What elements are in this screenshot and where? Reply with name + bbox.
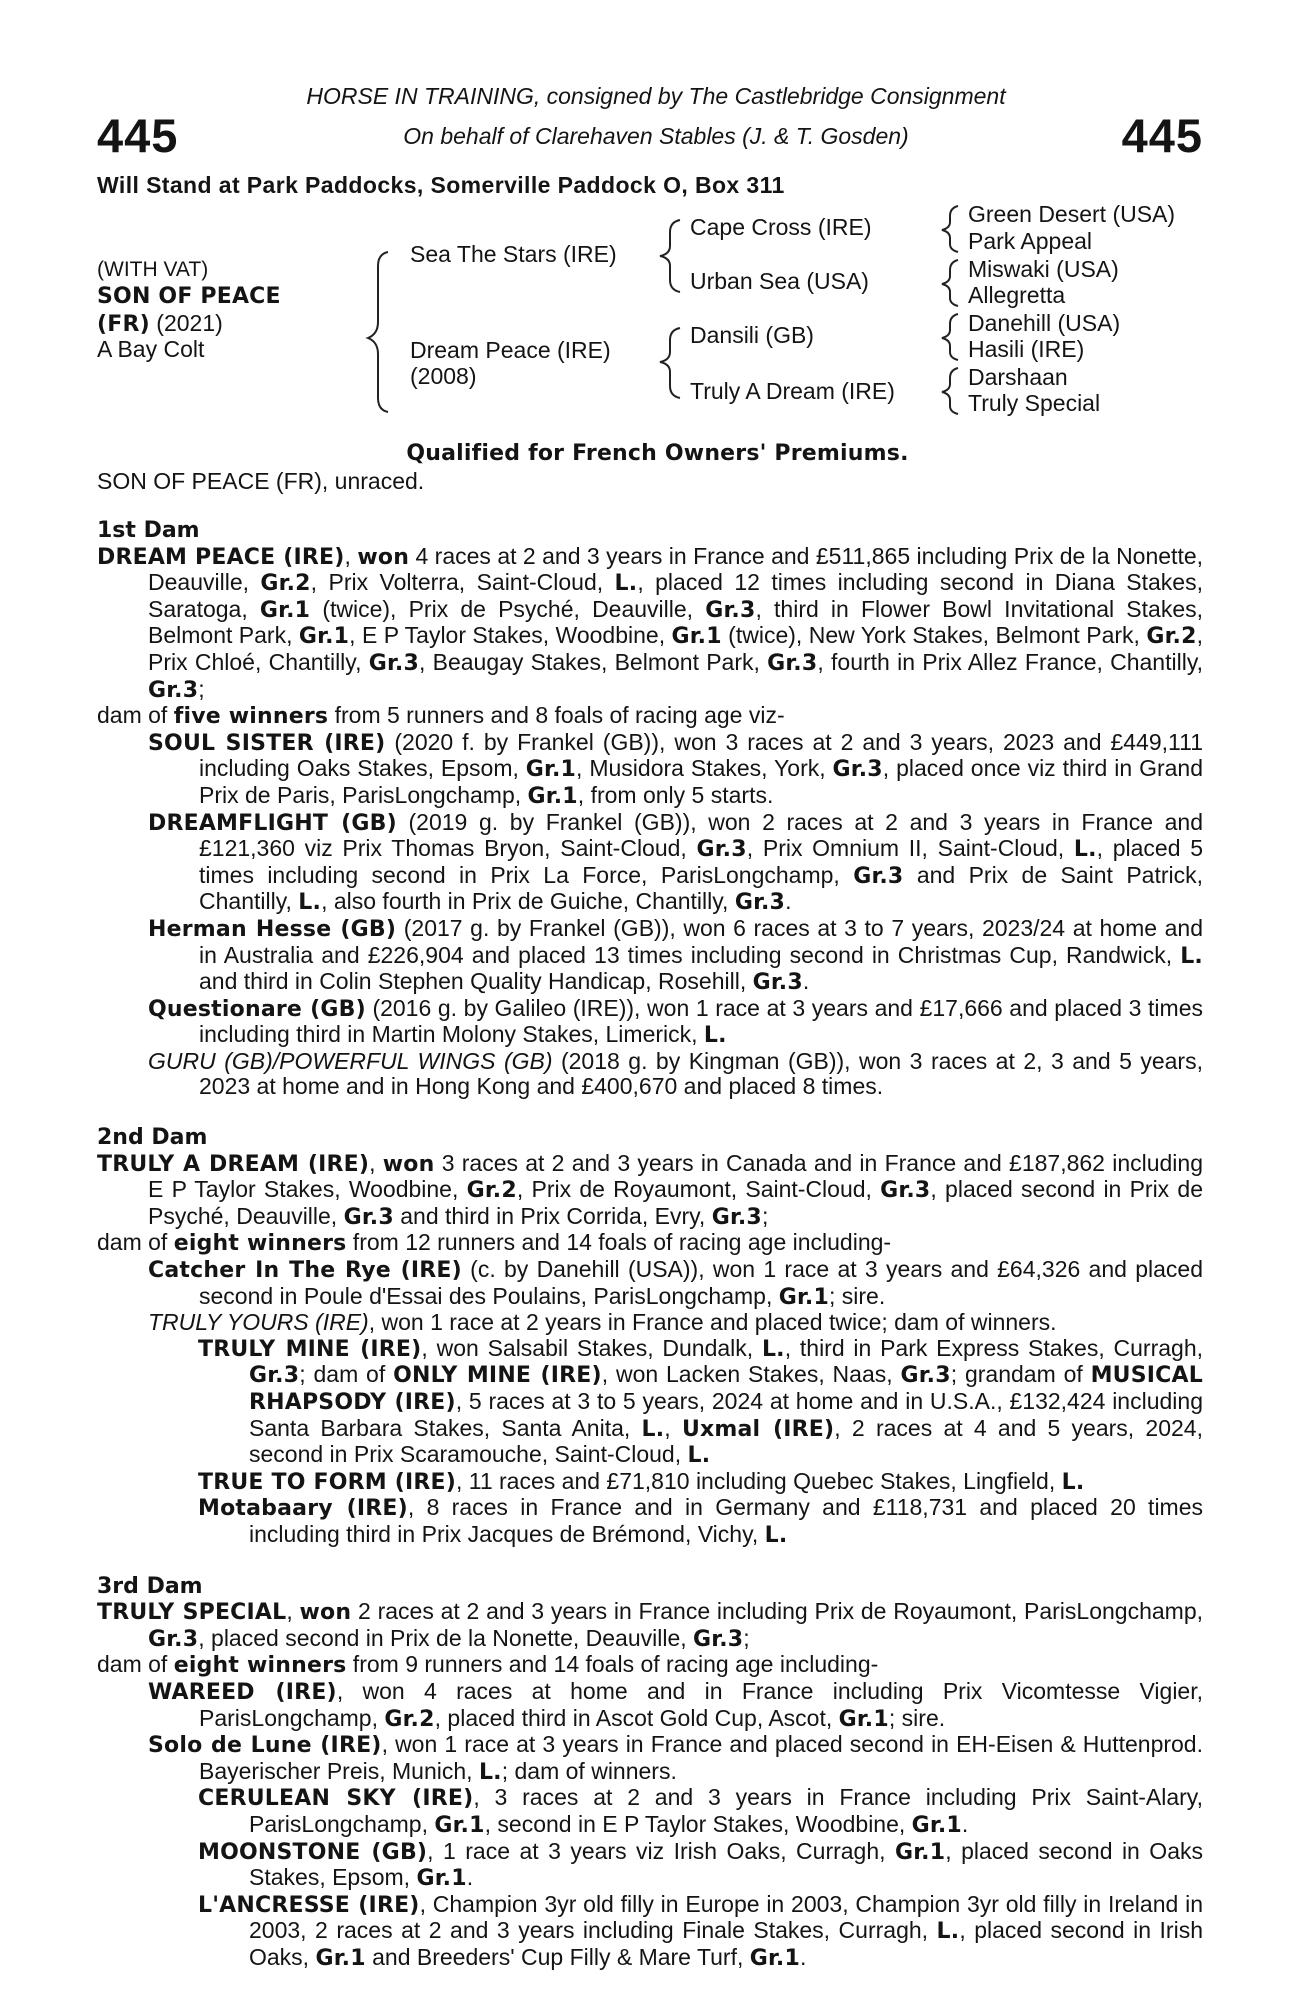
produce-name: GURU (GB)/POWERFUL WINGS (GB): [148, 1047, 553, 1074]
produce-name: L'ANCRESSE (IRE): [198, 1892, 420, 1918]
pedigree-dam-year: (2008): [410, 363, 477, 389]
text-span: dam of: [97, 702, 174, 729]
grade: Gr.1: [749, 1945, 801, 1971]
lot-number-right: 445: [1121, 109, 1203, 162]
text-span: and Prix de Saint Patrick, Chantilly,: [199, 861, 1203, 915]
produce-soul-sister: [97, 730, 1203, 810]
grade: L.: [761, 1336, 785, 1362]
grade: L.: [478, 1759, 502, 1785]
text-span: from 9 runners and 14 foals of racing age including-: [346, 1651, 879, 1678]
horse-year: (2021): [149, 310, 223, 336]
text-span: , won 1 race at 2 years in France and placed twice; dam of winners.: [368, 1309, 1057, 1336]
grade: Gr.3: [696, 837, 747, 863]
pedigree-ggp-2: Park Appeal: [968, 228, 1093, 254]
grade: L.: [764, 1522, 788, 1548]
text-span: (2020 f. by Frankel (GB)), won 3 races at 2 and 3 years, 2023 and £449,111 including Oaks Stakes, Epsom,: [199, 728, 1203, 782]
text-span: (twice), Prix de Psyché, Deauville,: [310, 595, 706, 622]
text-span: 4 races at 2 and 3 years in France and £511,865 including Prix de la Nonette, Deauville,: [148, 542, 1204, 596]
produce-name: WAREED (IRE): [148, 1679, 337, 1705]
grade: L.: [614, 571, 638, 597]
produce-truly-mine: [97, 1336, 1203, 1469]
grade: Gr.1: [527, 783, 578, 809]
text-span: , 1 race at 3 years viz Irish Oaks, Curragh,: [427, 1837, 895, 1864]
grade: L.: [703, 1023, 727, 1049]
produce-solo-de-lune: [97, 1732, 1203, 1785]
grade: Gr.3: [693, 1626, 744, 1652]
grade: Gr.2: [1146, 624, 1197, 650]
grade: L.: [298, 890, 322, 916]
third-dam-name: TRULY SPECIAL: [97, 1600, 287, 1626]
grade: Gr.1: [259, 597, 311, 623]
text-span: (twice), New York Stakes, Belmont Park,: [721, 622, 1147, 649]
produce-lancresse: [97, 1892, 1203, 1972]
text-span: , Prix Volterra, Saint-Cloud,: [310, 569, 615, 596]
produce-questionare: [97, 996, 1203, 1049]
grade: Gr.3: [853, 863, 904, 889]
text-span: , from only 5 starts.: [577, 781, 774, 808]
text-span: (2017 g. by Frankel (GB)), won 6 races at 3 to 7 years, 2023/24 at home and in Australia and £226,904 and placed 13 times including second in Christmas Cup, Randwick,: [199, 914, 1203, 968]
produce-moonstone: [97, 1839, 1203, 1892]
second-dam-heading: 2nd Dam: [97, 1125, 208, 1151]
second-dam-record: TRULY A DREAM (IRE), won 3 races at 2 and 3 years in Canada and in France and £187,862 including E P Taylor Stakes, Woodbine, Gr.2, Prix de Royaumont, Saint-Cloud, Gr.3, placed second in Prix de Psyché, Deauville, Gr.3 and third in Prix Corrida, Evry, Gr.3;: [97, 1149, 1203, 1230]
text-span: , Prix Chloé, Chantilly,: [148, 622, 1203, 675]
grade: Gr.3: [734, 890, 786, 916]
produce-name: DREAMFLIGHT (GB): [148, 810, 397, 836]
grade: Gr.1: [315, 1945, 366, 1971]
horse-description: A Bay Colt: [97, 336, 205, 362]
text-span: dam of: [97, 1651, 174, 1678]
text-span: 3 races at 2 and 3 years in Canada and in France and £187,862 including E P Taylor Stakes, Woodbine,: [148, 1149, 1203, 1203]
produce-name: TRULY YOURS (IRE): [148, 1309, 369, 1336]
horse-name: SON OF PEACE: [97, 284, 281, 309]
text-span: , won 1 race at 3 years in France and placed second in EH-Eisen & Huttenprod. Bayerischer Preis, Munich,: [199, 1731, 1203, 1784]
first-dam-heading: 1st Dam: [97, 518, 200, 543]
unraced-note: SON OF PEACE (FR), unraced.: [97, 468, 425, 494]
produce-name: MUSICAL RHAPSODY (IRE): [249, 1363, 1203, 1415]
text-span: , 3 races at 2 and 3 years in France including Prix Saint-Alary, ParisLongchamp,: [249, 1784, 1203, 1837]
grade: Gr.3: [880, 1178, 931, 1204]
text-span: , second in E P Taylor Stakes, Woodbine,: [484, 1810, 912, 1837]
second-dam-produce-summary: [97, 1230, 1203, 1257]
produce-name: Solo de Lune (IRE): [148, 1733, 382, 1759]
grade: Gr.1: [298, 624, 350, 650]
text-span: (2019 g. by Frankel (GB)), won 2 races at 2 and 3 years in France and £121,360 viz Prix Thomas Bryon, Saint-Cloud,: [199, 808, 1203, 862]
text-span: ,: [664, 1414, 682, 1441]
pedigree-dam-dam: Truly A Dream (IRE): [690, 378, 895, 404]
text-span: , Beaugay Stakes, Belmont Park,: [418, 648, 768, 675]
text-span: , placed second in Oaks Stakes, Epsom,: [249, 1837, 1203, 1891]
text-span: , also fourth in Prix de Guiche, Chantilly,: [321, 888, 735, 915]
produce-wareed: [97, 1679, 1203, 1732]
winners-count: five winners: [173, 704, 329, 730]
text-span: .: [802, 968, 810, 995]
grade: Gr.3: [148, 677, 199, 703]
first-dam-won: won: [357, 544, 410, 570]
text-span: , placed once viz third in Grand Prix de Paris, ParisLongchamp,: [199, 755, 1203, 808]
text-span: , won 4 races at home and in France including Prix Vicomtesse Vigier, ParisLongchamp,: [199, 1677, 1203, 1731]
text-span: , placed 12 times including second in Diana Stakes, Saratoga,: [148, 569, 1203, 622]
third-dam-heading: 3rd Dam: [97, 1573, 203, 1599]
grade: Gr.3: [832, 757, 883, 783]
text-span: , won Lacken Stakes, Naas,: [601, 1361, 901, 1388]
grade: Gr.2: [260, 571, 311, 597]
text-span: and third in Colin Stephen Quality Handicap, Rosehill,: [199, 968, 753, 995]
grade: Gr.1: [911, 1812, 962, 1838]
produce-name: TRULY MINE (IRE): [198, 1336, 422, 1362]
pedigree-dam: Dream Peace (IRE): [410, 337, 611, 363]
text-span: , third in Flower Bowl Invitational Stakes, Belmont Park,: [148, 595, 1203, 649]
third-dam-record: TRULY SPECIAL, won 2 races at 2 and 3 years in France including Prix de Royaumont, ParisLongchamp, Gr.3, placed second in Prix de la Nonette, Deauville, Gr.3;: [97, 1598, 1204, 1652]
text-span: .: [800, 1943, 807, 1970]
pedigree-sire: Sea The Stars (IRE): [410, 241, 617, 267]
produce-name: ONLY MINE (IRE): [393, 1363, 602, 1389]
produce-truly-yours: [97, 1310, 1203, 1336]
text-span: , Prix Omnium II, Saint-Cloud,: [746, 835, 1074, 862]
premiums-note: Qualified for French Owners' Premiums.: [406, 441, 909, 466]
produce-guru: [97, 1049, 1203, 1100]
grade: Gr.3: [767, 650, 818, 676]
text-span: ;: [761, 1202, 769, 1229]
text-span: , won Salsabil Stakes, Dundalk,: [421, 1334, 762, 1361]
stand-location: Will Stand at Park Paddocks, Somerville Paddock O, Box 311: [97, 172, 785, 198]
text-span: ;: [743, 1624, 750, 1651]
third-dam-produce-summary: [97, 1652, 1203, 1679]
text-span: ; dam of winners.: [501, 1757, 677, 1784]
text-span: , Champion 3yr old filly in Europe in 2003, Champion 3yr old filly in Ireland in 2003, 2 races at 2 and 3 years including Finale Stakes, Curragh,: [249, 1890, 1203, 1944]
winners-count: eight winners: [173, 1231, 347, 1257]
first-dam-record: DREAM PEACE (IRE), won 4 races at 2 and 3 years in France and £511,865 including Prix de la Nonette, Deauville, Gr.2, Prix Volterra, Saint-Cloud, L., placed 12 times including second in Diana Stakes, Saratoga, Gr.1 (twice), Prix de Psyché, Deauville, Gr.3, third in Flower Bowl Invitational Stakes, Belmont Park, Gr.1, E P Taylor Stakes, Woodbine, Gr.1 (twice), New York Stakes, Belmont Park, Gr.2, Prix Chloé, Chantilly, Gr.3, Beaugay Stakes, Belmont Park, Gr.3, fourth in Prix Allez France, Chantilly, Gr.3;: [97, 542, 1204, 703]
vendor-line: On behalf of Clarehaven Stables (J. & T. Gosden): [403, 123, 909, 149]
produce-dreamflight: [97, 810, 1203, 916]
text-span: ; grandam of: [950, 1361, 1091, 1388]
text-span: , Musidora Stakes, York,: [576, 755, 833, 782]
text-span: .: [961, 1810, 969, 1837]
produce-cerulean-sky: [97, 1785, 1203, 1838]
text-span: (2016 g. by Galileo (IRE)), won 1 race at 3 years and £17,666 and placed 3 times including third in Martin Molony Stakes, Limerick,: [199, 994, 1203, 1048]
grade: Gr.1: [895, 1839, 946, 1865]
second-dam-name: TRULY A DREAM (IRE): [97, 1151, 370, 1177]
grade: Gr.3: [148, 1626, 199, 1652]
text-span: from 12 runners and 14 foals of racing age including-: [346, 1229, 892, 1256]
produce-true-to-form: [97, 1469, 1203, 1496]
text-span: , 2 races at 4 and 5 years, 2024, second in Prix Scaramouche, Saint-Cloud,: [249, 1414, 1203, 1468]
grade: Gr.1: [525, 757, 577, 783]
pedigree-dam-sire: Dansili (GB): [690, 322, 814, 348]
grade: Gr.3: [752, 970, 803, 996]
text-span: ; dam of: [299, 1361, 394, 1388]
pedigree-sire-sire: Cape Cross (IRE): [690, 214, 872, 240]
text-span: ; sire.: [888, 1704, 946, 1731]
pedigree-ggp-6: Hasili (IRE): [968, 336, 1085, 362]
grade: Gr.3: [368, 650, 419, 676]
text-span: .: [785, 888, 792, 915]
grade: Gr.1: [434, 1812, 485, 1838]
pedigree-ggp-3: Miswaki (USA): [968, 256, 1119, 282]
produce-name: Questionare (GB): [148, 996, 366, 1022]
produce-record: [97, 518, 1203, 1971]
produce-name: Uxmal (IRE): [681, 1416, 835, 1442]
text-span: (2018 g. by Kingman (GB)), won 3 races at 2, 3 and 5 years, 2023 at home and in Hong Kong and £400,670 and placed 8 times.: [199, 1047, 1203, 1100]
grade: Gr.1: [778, 1284, 829, 1310]
grade: L.: [936, 1919, 960, 1945]
text-span: dam of: [97, 1229, 174, 1256]
pedigree-ggp-5: Danehill (USA): [968, 310, 1121, 336]
text-span: , placed 5 times including second in Prix La Force, ParisLongchamp,: [199, 835, 1203, 888]
produce-name: CERULEAN SKY (IRE): [198, 1786, 474, 1812]
text-span: ;: [198, 675, 205, 702]
winners-count: eight winners: [173, 1653, 347, 1679]
grade: Gr.1: [416, 1866, 467, 1892]
first-dam-produce-summary: [97, 703, 1203, 730]
produce-name: Herman Hesse (GB): [148, 916, 397, 942]
text-span: and third in Prix Corrida, Evry,: [393, 1202, 712, 1229]
text-span: (c. by Danehill (USA)), won 1 race at 3 years and £64,326 and placed second in Poule d'Essai des Poulains, ParisLongchamp,: [199, 1256, 1203, 1309]
text-span: , fourth in Prix Allez France, Chantilly,: [817, 648, 1204, 675]
vat-label: (WITH VAT): [97, 258, 209, 281]
pedigree-ggp-8: Truly Special: [968, 390, 1101, 416]
grade: Gr.3: [705, 597, 756, 623]
text-span: .: [466, 1864, 474, 1891]
grade: Gr.1: [838, 1706, 889, 1732]
third-dam-won: won: [299, 1600, 352, 1626]
text-span: from 5 runners and 8 foals of racing age viz-: [328, 702, 785, 729]
text-span: , placed second in Irish Oaks,: [249, 1917, 1203, 1970]
grade: Gr.1: [671, 624, 722, 650]
grade: L.: [1073, 837, 1097, 863]
text-span: 2 races at 2 and 3 years in France including Prix de Royaumont, ParisLongchamp,: [351, 1598, 1204, 1625]
produce-herman-hesse: [97, 916, 1203, 996]
pedigree-ggp-1: Green Desert (USA): [968, 201, 1176, 227]
grade: Gr.3: [249, 1363, 300, 1389]
text-span: and Breeders' Cup Filly & Mare Turf,: [365, 1943, 750, 1970]
text-span: , third in Park Express Stakes, Curragh,: [784, 1334, 1203, 1361]
produce-name: SOUL SISTER (IRE): [148, 730, 386, 756]
text-span: , 8 races in France and in Germany and £118,731 and placed 20 times including third in Prix Jacques de Brémond, Vichy,: [249, 1494, 1204, 1547]
produce-name: TRUE TO FORM (IRE): [198, 1469, 456, 1495]
consignor-line: HORSE IN TRAINING, consigned by The Castlebridge Consignment: [306, 83, 1006, 109]
grade: L.: [1180, 943, 1203, 969]
pedigree-sire-dam: Urban Sea (USA): [690, 268, 869, 294]
pedigree-ggp-7: Darshaan: [968, 364, 1068, 390]
text-span: , 11 races and £71,810 including Quebec Stakes, Lingfield,: [455, 1467, 1062, 1494]
text-span: , 5 races at 3 to 5 years, 2024 at home and in U.S.A., £132,424 including Santa Barbara Stakes, Santa Anita,: [249, 1388, 1203, 1441]
text-span: , E P Taylor Stakes, Woodbine,: [349, 622, 672, 649]
grade: Gr.3: [711, 1204, 762, 1230]
text-span: , placed third in Ascot Gold Cup, Ascot,: [434, 1704, 839, 1731]
grade: Gr.3: [343, 1204, 394, 1230]
text-span: ; sire.: [829, 1282, 886, 1309]
grade: L.: [687, 1443, 711, 1469]
text-span: , placed second in Prix de Psyché, Deauville,: [148, 1176, 1203, 1229]
produce-name: Motabaary (IRE): [198, 1496, 408, 1522]
second-dam-won: won: [382, 1151, 435, 1177]
first-dam-name: DREAM PEACE (IRE): [97, 544, 345, 570]
pedigree-ggp-4: Allegretta: [968, 282, 1066, 308]
text-span: , placed second in Prix de la Nonette, Deauville,: [198, 1624, 694, 1651]
grade: Gr.2: [384, 1706, 435, 1732]
text-span: , Prix de Royaumont, Saint-Cloud,: [516, 1176, 881, 1203]
produce-motabaary: [97, 1495, 1203, 1548]
grade: L.: [641, 1416, 665, 1442]
grade: L.: [1061, 1469, 1085, 1495]
horse-country: (FR): [97, 312, 150, 337]
grade: Gr.2: [466, 1178, 517, 1204]
produce-catcher-in-the-rye: [97, 1257, 1203, 1310]
produce-name: Catcher In The Rye (IRE): [148, 1258, 462, 1284]
produce-name: MOONSTONE (GB): [198, 1839, 428, 1865]
lot-number-left: 445: [97, 109, 179, 162]
grade: Gr.3: [900, 1363, 951, 1389]
